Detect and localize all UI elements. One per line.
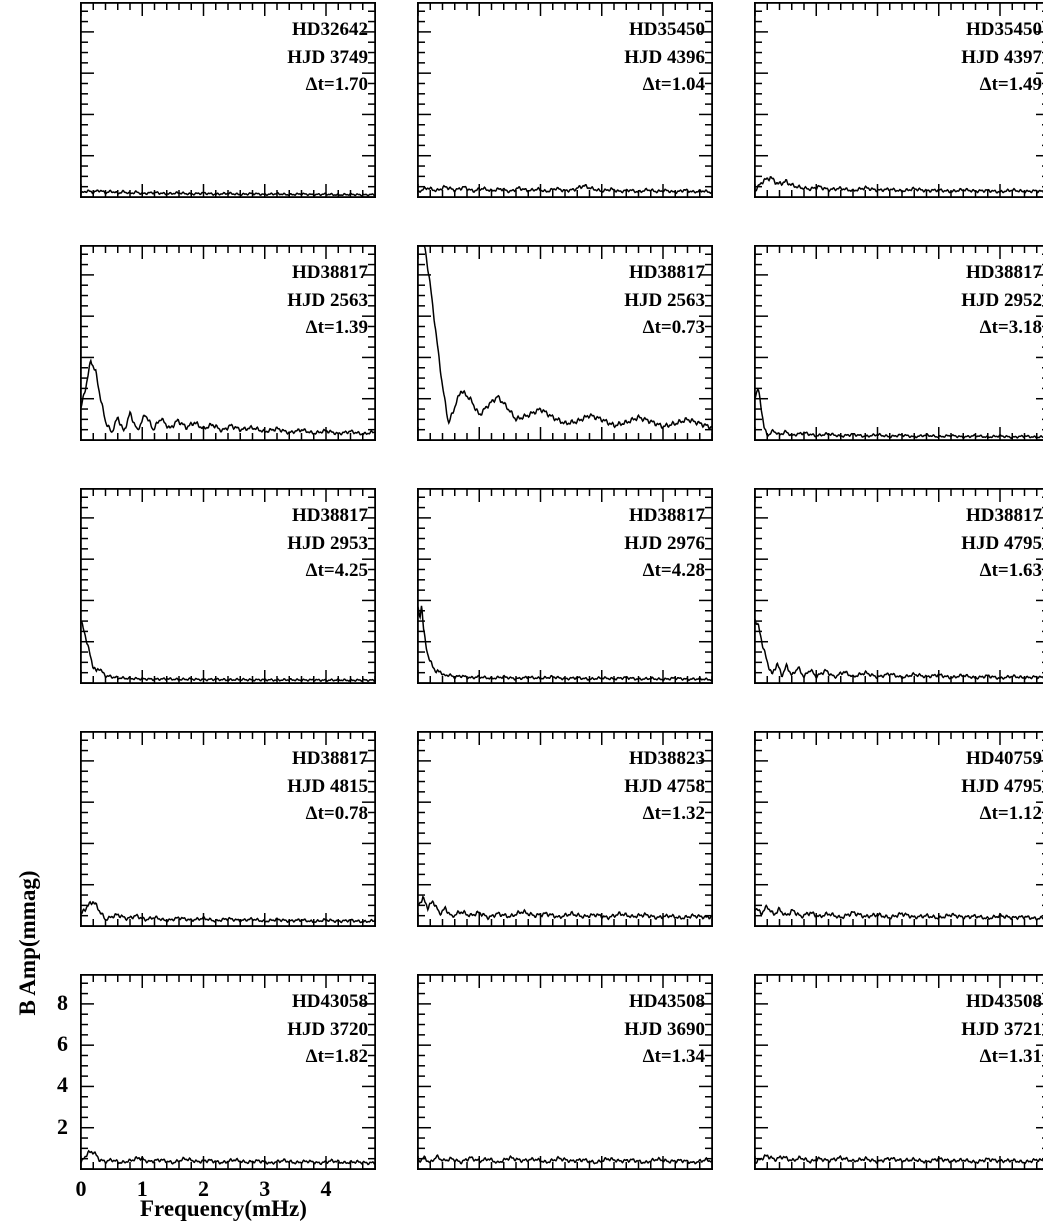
star-id-label: HD32642 — [292, 19, 368, 40]
hjd-label: HJD 4795 — [961, 775, 1042, 797]
panel-annotation — [624, 502, 705, 585]
star-id-label: HD38817 — [292, 748, 368, 769]
delta-t-label: Δt=1.49 — [979, 74, 1042, 96]
panel-hd38817-hjd4815 — [80, 731, 376, 927]
hjd-label: HJD 4397 — [961, 46, 1042, 68]
panel-annotation — [624, 988, 705, 1071]
y-axis-label: B Amp(mmag) — [15, 870, 40, 1016]
panel-annotation — [287, 988, 368, 1071]
star-id-label: HD40759 — [966, 748, 1042, 769]
delta-t-label: Δt=1.70 — [305, 74, 368, 96]
delta-t-label: Δt=0.78 — [305, 803, 368, 825]
y-tick-label: 6 — [57, 1031, 68, 1057]
panel-hd35450-hjd4397 — [754, 2, 1043, 198]
hjd-label: HJD 4396 — [624, 46, 705, 68]
panel-annotation — [624, 745, 705, 828]
panel-hd38817-hjd2563 — [80, 245, 376, 441]
hjd-label: HJD 3749 — [287, 46, 368, 68]
x-axis-label: Frequency(mHz) — [140, 1196, 307, 1221]
amplitude-spectrum-curve — [418, 897, 712, 920]
amplitude-spectrum-curve — [81, 621, 375, 681]
delta-t-label: Δt=1.04 — [642, 74, 705, 96]
star-id-label: HD35450 — [966, 19, 1042, 40]
panel-annotation — [961, 259, 1042, 342]
x-tick-label: 1 — [136, 1176, 148, 1201]
delta-t-label: Δt=1.32 — [642, 803, 705, 825]
hjd-label: HJD 2563 — [624, 289, 705, 311]
panel-hd32642-hjd3749 — [80, 2, 376, 198]
y-tick-label: 2 — [57, 1113, 68, 1139]
panel-hd43058-hjd3720 — [80, 974, 376, 1170]
star-id-label: HD43508 — [966, 991, 1042, 1012]
star-id-label: HD38817 — [292, 505, 368, 526]
hjd-label: HJD 4815 — [287, 775, 368, 797]
panel-annotation — [287, 16, 368, 99]
hjd-label: HJD 2953 — [287, 532, 368, 554]
hjd-label: HJD 4795 — [961, 532, 1042, 554]
panel-annotation — [961, 745, 1042, 828]
delta-t-label: Δt=1.31 — [979, 1046, 1042, 1068]
panel-hd35450-hjd4396 — [417, 2, 713, 198]
panel-hd38817-hjd2952 — [754, 245, 1043, 441]
delta-t-label: Δt=4.28 — [642, 560, 705, 582]
panel-hd40759-hjd4795 — [754, 731, 1043, 927]
panel-hd43508-hjd3721 — [754, 974, 1043, 1170]
x-tick-label: 0 — [75, 1176, 87, 1201]
star-id-label: HD35450 — [629, 19, 705, 40]
x-tick-label: 3 — [259, 1176, 271, 1201]
star-id-label: HD38817 — [292, 262, 368, 283]
star-id-label: HD38817 — [966, 262, 1042, 283]
delta-t-label: Δt=1.34 — [642, 1046, 705, 1068]
x-tick-label: 2 — [198, 1176, 209, 1201]
delta-t-label: Δt=4.25 — [305, 560, 368, 582]
panel-hd38817-hjd2563 — [417, 245, 713, 441]
amplitude-spectrum-curve — [81, 902, 375, 923]
delta-t-label: Δt=1.63 — [979, 560, 1042, 582]
panel-hd38817-hjd2953 — [80, 488, 376, 684]
delta-t-label: Δt=0.73 — [642, 317, 705, 339]
panel-annotation — [287, 259, 368, 342]
panel-annotation — [961, 988, 1042, 1071]
panel-annotation — [287, 745, 368, 828]
panel-annotation — [961, 16, 1042, 99]
amplitude-spectrum-curve — [418, 606, 712, 681]
star-id-label: HD38817 — [629, 505, 705, 526]
hjd-label: HJD 2952 — [961, 289, 1042, 311]
amplitude-spectrum-curve — [81, 361, 375, 435]
panel-hd43508-hjd3690 — [417, 974, 713, 1170]
panel-hd38817-hjd4795 — [754, 488, 1043, 684]
panel-annotation — [287, 502, 368, 585]
y-tick-label: 8 — [57, 989, 68, 1015]
hjd-label: HJD 3690 — [624, 1018, 705, 1040]
star-id-label: HD43058 — [292, 991, 368, 1012]
panel-annotation — [624, 16, 705, 99]
hjd-label: HJD 3720 — [287, 1018, 368, 1040]
panel-hd38817-hjd2976 — [417, 488, 713, 684]
delta-t-label: Δt=1.39 — [305, 317, 368, 339]
hjd-label: HJD 2563 — [287, 289, 368, 311]
star-id-label: HD43508 — [629, 991, 705, 1012]
star-id-label: HD38817 — [966, 505, 1042, 526]
delta-t-label: Δt=1.82 — [305, 1046, 368, 1068]
star-id-label: HD38817 — [629, 262, 705, 283]
hjd-label: HJD 2976 — [624, 532, 705, 554]
hjd-label: HJD 3721 — [961, 1018, 1042, 1040]
delta-t-label: Δt=3.18 — [979, 317, 1042, 339]
x-tick-label: 4 — [320, 1176, 332, 1201]
panel-annotation — [624, 259, 705, 342]
delta-t-label: Δt=1.12 — [979, 803, 1042, 825]
star-id-label: HD38823 — [629, 748, 705, 769]
hjd-label: HJD 4758 — [624, 775, 705, 797]
y-tick-label: 4 — [57, 1072, 68, 1098]
panel-hd38823-hjd4758 — [417, 731, 713, 927]
panel-annotation — [961, 502, 1042, 585]
